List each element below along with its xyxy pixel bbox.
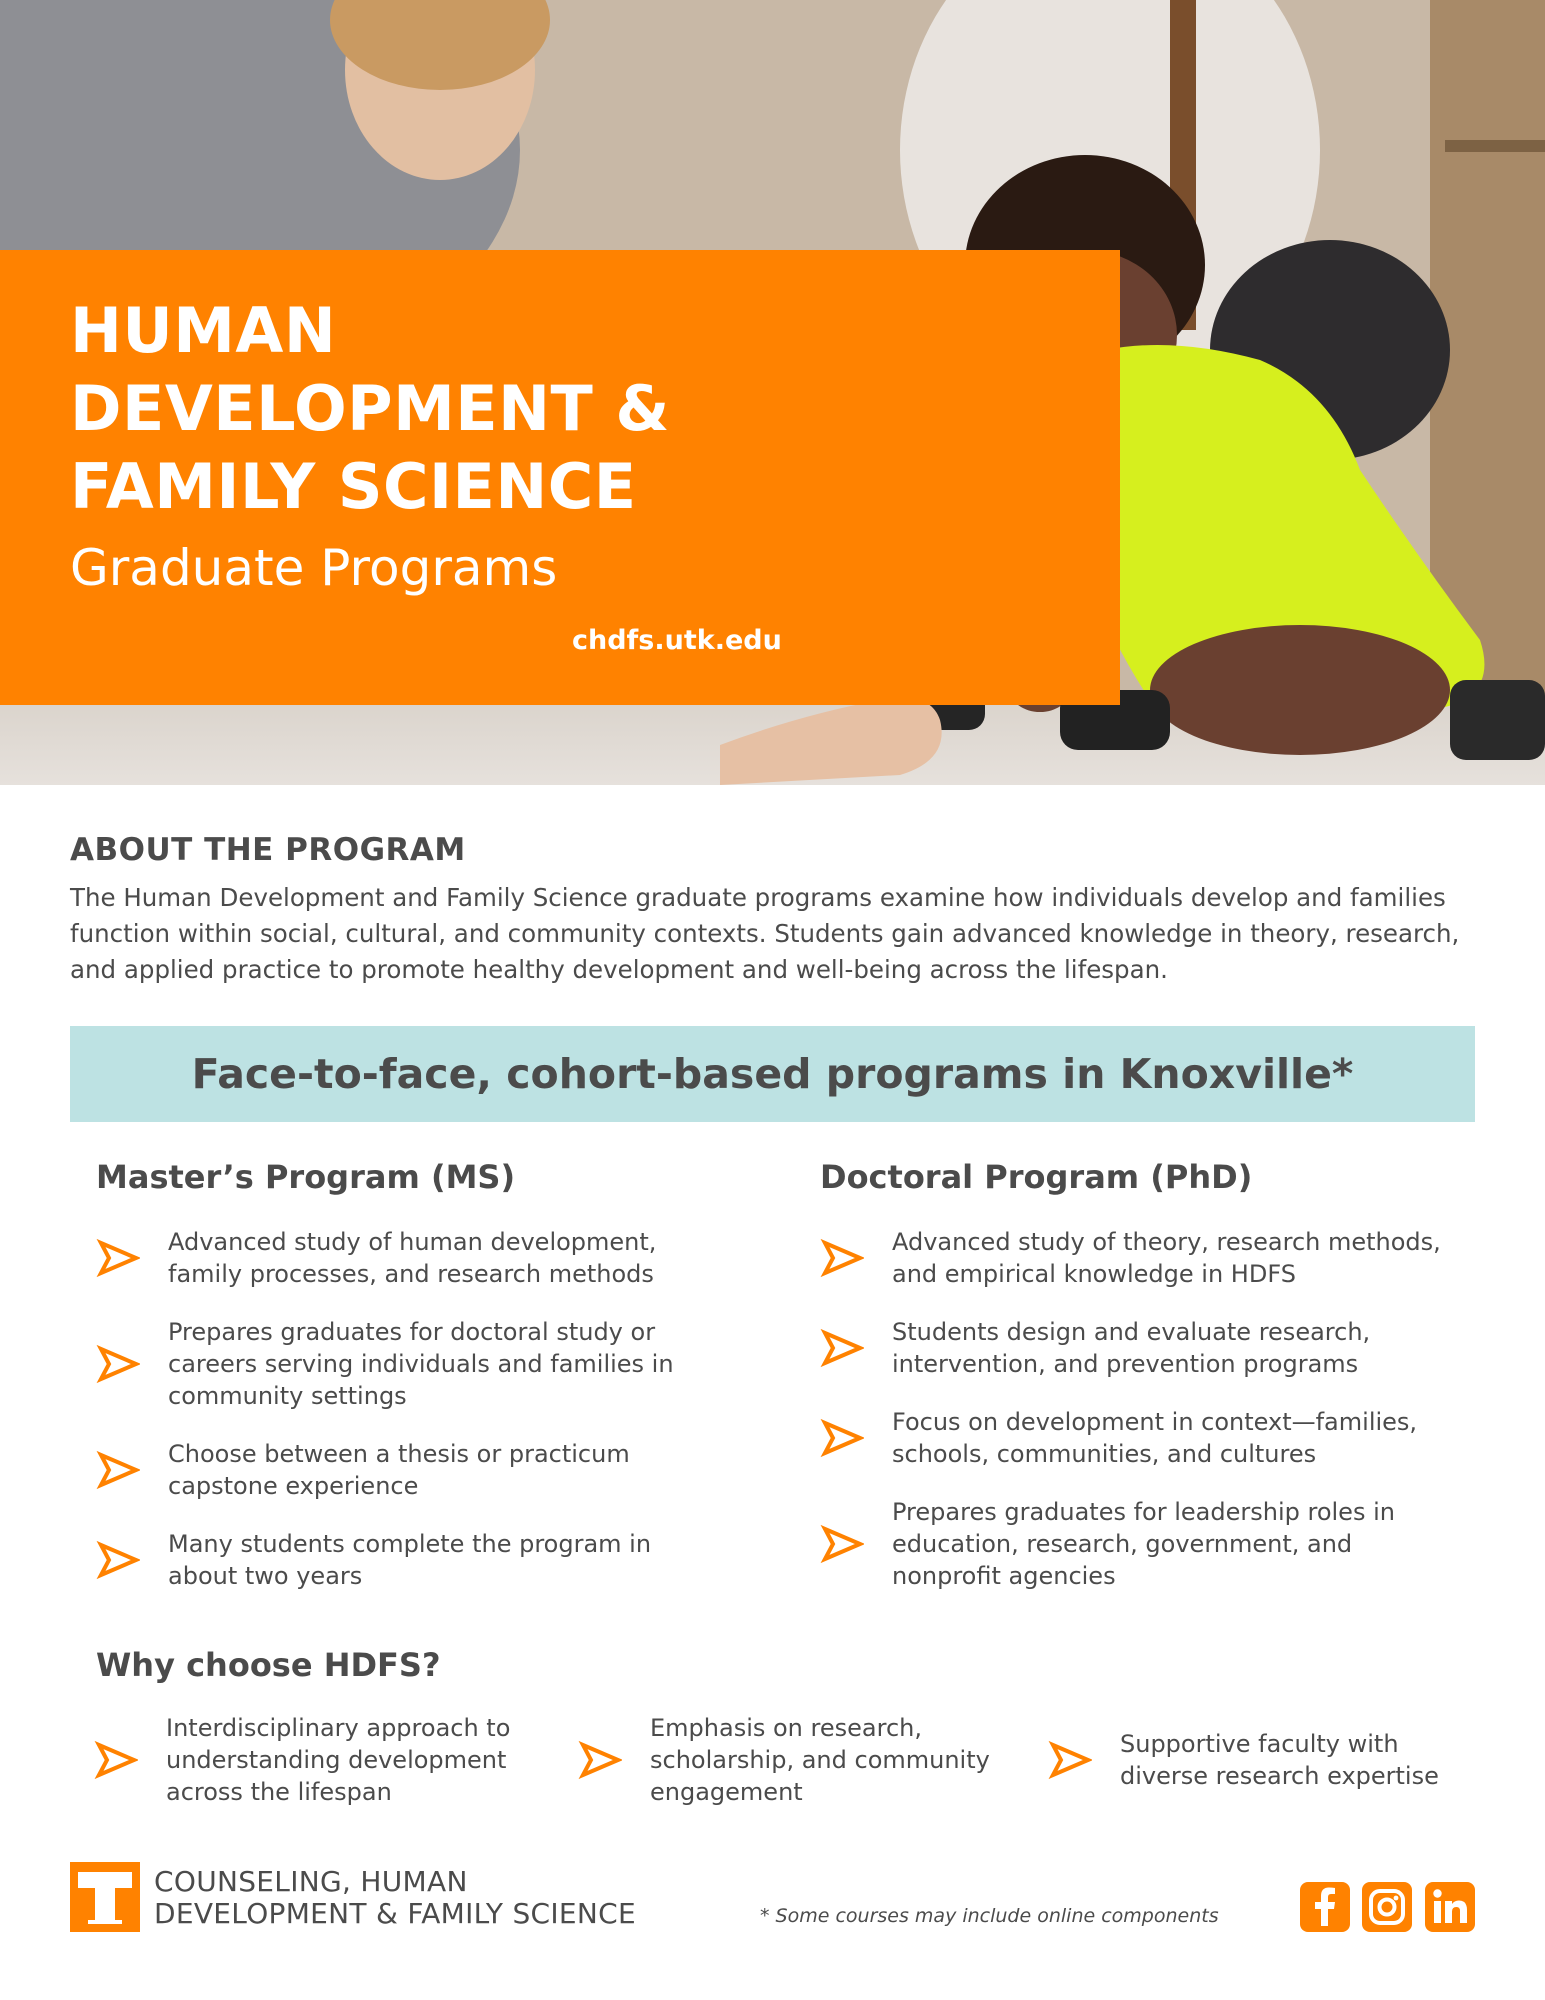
why-item-text: [166, 1712, 510, 1808]
doctoral-item: [820, 1226, 1480, 1290]
doctoral-item: [820, 1406, 1480, 1470]
why-item-line: diverse research expertise: [1120, 1762, 1439, 1790]
masters-item: [96, 1438, 736, 1502]
hero-title-line: FAMILY SCIENCE: [70, 450, 637, 523]
why-item: [1048, 1728, 1488, 1792]
doctoral-item-line: and empirical knowledge in HDFS: [892, 1260, 1296, 1288]
masters-item-text: [168, 1438, 630, 1502]
arrow-bullet-icon: [96, 1448, 140, 1492]
why-item: [94, 1712, 534, 1808]
arrow-bullet-icon: [96, 1236, 140, 1280]
masters-item-line: family processes, and research methods: [168, 1260, 654, 1288]
about-heading: ABOUT THE PROGRAM: [70, 832, 466, 868]
department-name-line: COUNSELING, HUMAN: [154, 1865, 468, 1898]
masters-item-line: Many students complete the program in: [168, 1530, 652, 1558]
program-banner: [70, 1026, 1475, 1122]
instagram-icon: [1362, 1882, 1412, 1932]
why-item-line: Supportive faculty with: [1120, 1730, 1399, 1758]
arrow-bullet-icon: [820, 1326, 864, 1370]
why-item-line: understanding development: [166, 1746, 507, 1774]
facebook-icon: [1300, 1882, 1350, 1932]
doctoral-item-text: [892, 1316, 1370, 1380]
masters-item: [96, 1316, 736, 1412]
masters-item-text: [168, 1528, 651, 1592]
ut-logo: [70, 1862, 140, 1932]
masters-item: [96, 1226, 736, 1290]
why-item-line: across the lifespan: [166, 1778, 392, 1806]
doctoral-item-text: [892, 1406, 1417, 1470]
doctoral-item: [820, 1316, 1480, 1380]
masters-item-line: Advanced study of human development,: [168, 1228, 657, 1256]
why-item-text: [1120, 1728, 1439, 1792]
masters-item: [96, 1528, 736, 1592]
why-heading: Why choose HDFS?: [96, 1646, 441, 1684]
doctoral-item: [820, 1496, 1480, 1592]
masters-item-line: community settings: [168, 1382, 407, 1410]
banner-text: Face-to-face, cohort-based programs in Knoxville*: [191, 1050, 1354, 1098]
masters-item-line: capstone experience: [168, 1472, 419, 1500]
website-link[interactable]: chdfs.utk.edu: [572, 625, 782, 656]
why-item-text: [650, 1712, 990, 1808]
why-item-line: Interdisciplinary approach to: [166, 1714, 511, 1742]
masters-item-line: about two years: [168, 1562, 363, 1590]
masters-item-line: Choose between a thesis or practicum: [168, 1440, 630, 1468]
why-item-line: engagement: [650, 1778, 803, 1806]
hero-title: [70, 292, 810, 526]
about-body: The Human Development and Family Science graduate programs examine how individuals develop and families function within social, cultural, and community contexts. Students gain advanced knowledge in theory, research, and applied practice to promote healthy development and well-being across the lifespan.: [70, 883, 1460, 984]
arrow-bullet-icon: [94, 1738, 138, 1782]
hero-title-line: HUMAN: [70, 294, 337, 367]
doctoral-item-text: [892, 1496, 1395, 1592]
arrow-bullet-icon: [820, 1236, 864, 1280]
doctoral-item-line: schools, communities, and cultures: [892, 1440, 1317, 1468]
arrow-bullet-icon: [96, 1538, 140, 1582]
department-name-line: DEVELOPMENT & FAMILY SCIENCE: [154, 1897, 637, 1930]
doctoral-heading: Doctoral Program (PhD): [820, 1158, 1253, 1196]
masters-item-text: [168, 1226, 656, 1290]
instagram-link[interactable]: [1362, 1882, 1412, 1932]
masters-item-line: Prepares graduates for doctoral study or: [168, 1318, 656, 1346]
arrow-bullet-icon: [1048, 1738, 1092, 1782]
doctoral-item-line: Prepares graduates for leadership roles in: [892, 1498, 1395, 1526]
arrow-bullet-icon: [820, 1522, 864, 1566]
arrow-bullet-icon: [96, 1342, 140, 1386]
department-name: [154, 1866, 636, 1930]
linkedin-icon: [1425, 1882, 1475, 1932]
hero-subtitle: Graduate Programs: [70, 539, 558, 597]
doctoral-item-line: education, research, government, and: [892, 1530, 1353, 1558]
power-t-icon: [70, 1862, 140, 1932]
doctoral-item-line: Students design and evaluate research,: [892, 1318, 1371, 1346]
hero-title-line: DEVELOPMENT &: [70, 372, 670, 445]
why-item-line: scholarship, and community: [650, 1746, 990, 1774]
arrow-bullet-icon: [578, 1738, 622, 1782]
facebook-link[interactable]: [1300, 1882, 1350, 1932]
footnote: * Some courses may include online components: [760, 1905, 1219, 1927]
why-item-line: Emphasis on research,: [650, 1714, 922, 1742]
doctoral-item-line: nonprofit agencies: [892, 1562, 1116, 1590]
masters-heading: Master’s Program (MS): [96, 1158, 516, 1196]
why-item: [578, 1712, 1018, 1808]
doctoral-item-line: Advanced study of theory, research methods,: [892, 1228, 1441, 1256]
doctoral-item-line: Focus on development in context—families,: [892, 1408, 1418, 1436]
linkedin-link[interactable]: [1425, 1882, 1475, 1932]
masters-item-line: careers serving individuals and families in: [168, 1350, 674, 1378]
arrow-bullet-icon: [820, 1416, 864, 1460]
hero-section: [0, 0, 1545, 785]
doctoral-item-text: [892, 1226, 1441, 1290]
masters-item-text: [168, 1316, 674, 1412]
doctoral-item-line: intervention, and prevention programs: [892, 1350, 1359, 1378]
